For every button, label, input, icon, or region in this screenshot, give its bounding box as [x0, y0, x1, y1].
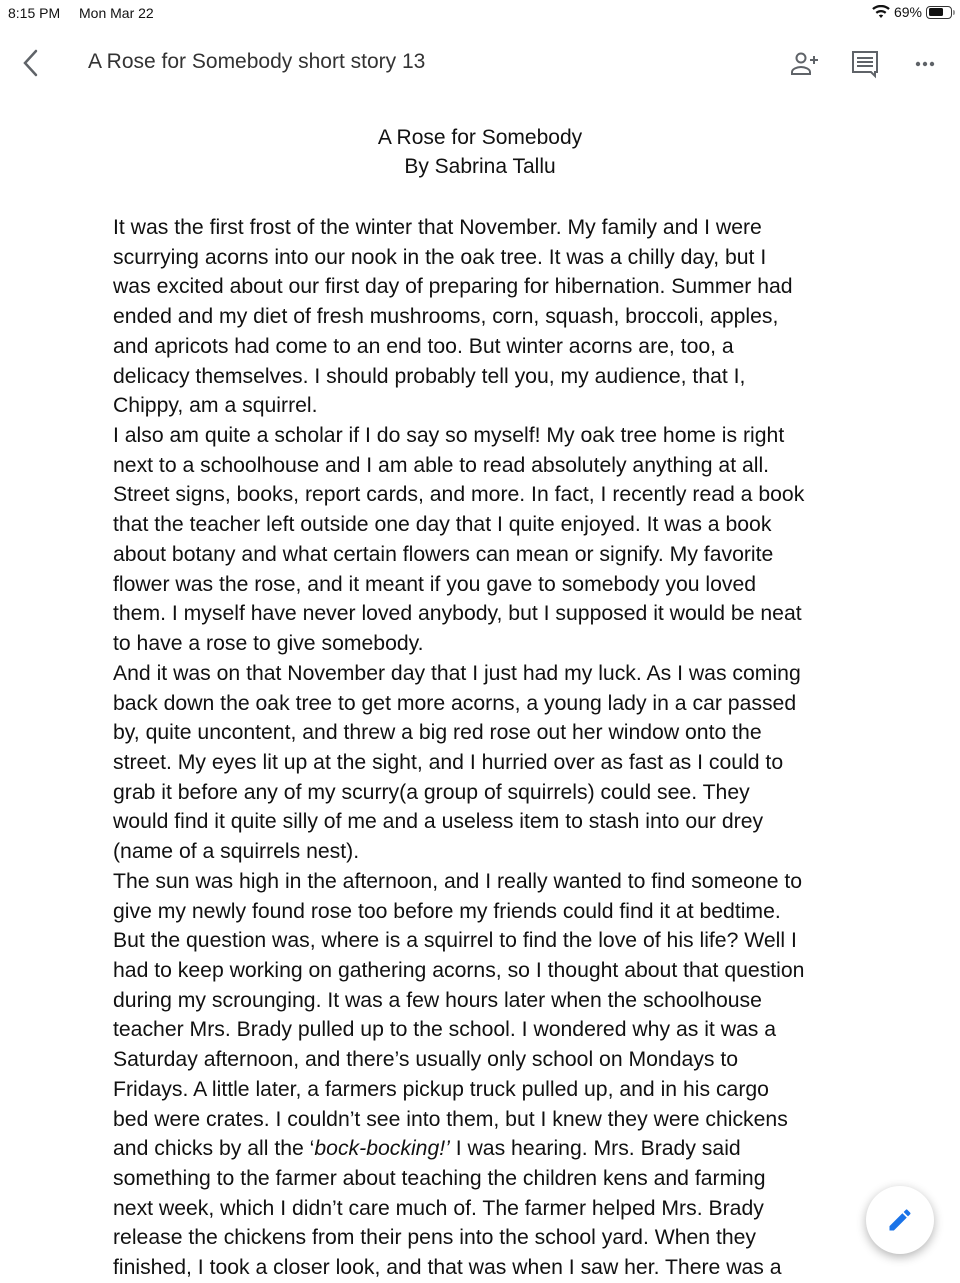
text-line: bed were crates. I couldn’t see into them, but I knew they were chickens [113, 1107, 788, 1131]
back-arrow-icon[interactable] [14, 46, 48, 80]
text-line: Street signs, books, report cards, and more. In fact, I recently read a book [113, 483, 805, 507]
text-line: finished, I took a closer look, and that was when I saw her. There was a [113, 1256, 782, 1280]
text-line: about botany and what certain flowers can mean or signify. My favorite [113, 542, 774, 566]
status-right [872, 4, 952, 20]
status-date: Mon Mar 22 [79, 5, 154, 21]
text-line: something to the farmer about teaching the children kens and farming [113, 1167, 766, 1191]
text-line: The sun was high in the afternoon, and I really wanted to find someone to [113, 869, 803, 893]
text-line: But the question was, where is a squirrel to find the love of his life? Well I [113, 929, 797, 953]
text-line: them. I myself have never loved anybody, but I supposed it would be neat [113, 602, 802, 626]
text-line: grab it before any of my scurry(a group of squirrels) could see. They [113, 780, 750, 804]
wifi-icon [872, 5, 890, 19]
more-options-icon[interactable] [909, 48, 941, 80]
text-line: scurrying acorns into our nook in the oak tree. It was a chilly day, but I [113, 245, 767, 269]
comment-icon[interactable] [849, 48, 881, 80]
text-line: And it was on that November day that I just had my luck. As I was coming [113, 661, 801, 685]
text-line: to have a rose to give somebody. [113, 632, 424, 656]
text-line: teacher Mrs. Brady pulled up to the school. I wondered why as it was a [113, 1018, 777, 1042]
text-line: during my scrounging. It was a few hours later when the schoolhouse [113, 988, 762, 1012]
text-line [113, 1134, 741, 1164]
battery-icon [926, 6, 952, 19]
story-byline: By Sabrina Tallu [404, 155, 556, 178]
text-line: It was the first frost of the winter that November. My family and I were [113, 216, 762, 239]
text-line: flower was the rose, and it meant if you gave to somebody you loved [113, 572, 757, 596]
text-line: was excited about our first day of preparing for hibernation. Summer had [113, 275, 793, 299]
text-line: give my newly found rose too before my friends could find it at bedtime. [113, 899, 781, 923]
pencil-icon [886, 1206, 914, 1234]
text-line: and apricots had come to an end too. But winter acorns are, too, a [113, 334, 734, 358]
text-line: Fridays. A little later, a farmers pickup truck pulled up, and in his cargo [113, 1077, 769, 1101]
text-line: ended and my diet of fresh mushrooms, corn, squash, broccoli, apples, [113, 305, 779, 329]
text-line: Saturday afternoon, and there’s usually only school on Mondays to [113, 1048, 739, 1072]
italic-text: bock-bocking!’ [314, 1137, 450, 1161]
status-time: 8:15 PM [8, 5, 61, 21]
add-person-icon[interactable] [789, 48, 821, 80]
text-segment: I was hearing. Mrs. Brady said [449, 1137, 741, 1161]
text-line: next week, which I didn’t care much of. The farmer helped Mrs. Brady [113, 1196, 764, 1220]
status-bar [0, 0, 960, 26]
document-name: A Rose for Somebody short story 13 [88, 50, 426, 73]
text-line: that the teacher left outside one day that I quite enjoyed. It was a book [113, 513, 772, 537]
battery-percent: 69% [893, 4, 922, 20]
edit-button[interactable] [866, 1186, 934, 1254]
text-line: by, quite uncontent, and threw a big red rose out her window onto the [113, 721, 762, 745]
text-segment: and chicks by all the ‘ [113, 1137, 315, 1161]
toolbar [0, 36, 960, 88]
text-line: release the chickens from their pens into the school yard. When they [113, 1226, 757, 1250]
text-line: delicacy themselves. I should probably tell you, my audience, that I, [113, 364, 746, 388]
text-line: Chippy, am a squirrel. [113, 394, 318, 418]
text-line: had to keep working on gathering acorns, so I thought about that question [113, 959, 805, 982]
text-line: would find it quite silly of me and a useless item to stash into our drey [113, 810, 764, 834]
text-line: next to a schoolhouse and I am able to read absolutely anything at all. [113, 453, 770, 477]
text-line: street. My eyes lit up at the sight, and I hurried over as fast as I could to [113, 750, 784, 774]
text-line: I also am quite a scholar if I do say so myself! My oak tree home is right [113, 424, 785, 448]
story-title: A Rose for Somebody [377, 126, 583, 149]
text-line: back down the oak tree to get more acorns, a young lady in a car passed [113, 691, 797, 715]
text-line: (name of a squirrels nest). [113, 840, 360, 864]
